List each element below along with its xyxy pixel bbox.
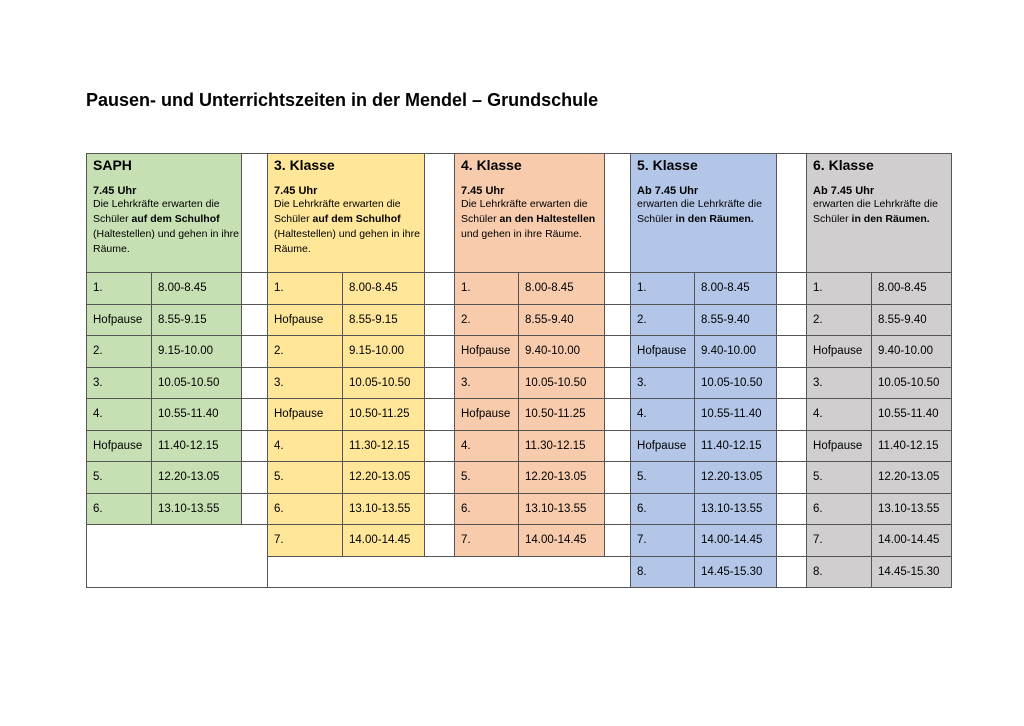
column-gap (777, 154, 807, 273)
period-cell: 1. (455, 273, 519, 305)
period-cell: 6. (807, 493, 872, 525)
column-gap (425, 154, 455, 273)
time-cell: 10.55-11.40 (152, 399, 242, 431)
schedule-table (86, 153, 952, 588)
time-cell: 10.50-11.25 (343, 399, 425, 431)
period-cell: 4. (807, 399, 872, 431)
header-title: 3. Klasse (274, 157, 335, 173)
time-cell: 8.55-9.15 (343, 304, 425, 336)
time-cell: 10.50-11.25 (519, 399, 605, 431)
column-gap (605, 399, 631, 431)
period-cell: 2. (631, 304, 695, 336)
period-cell: Hofpause (631, 336, 695, 368)
time-cell: 8.00-8.45 (695, 273, 777, 305)
period-cell: Hofpause (268, 399, 343, 431)
header-description: Die Lehrkräfte erwarten die Schüler an den Haltestellen und gehen in ihre Räume. (461, 198, 596, 240)
header-description: erwarten die Lehrkräfte die Schüler in den Räumen. (813, 198, 938, 225)
column-gap (425, 399, 455, 431)
period-cell: 6. (87, 493, 152, 525)
empty-cell (87, 525, 268, 588)
header-time: 7.45 Uhr (93, 185, 137, 197)
time-cell: 9.15-10.00 (152, 336, 242, 368)
period-cell: 8. (807, 556, 872, 588)
period-cell: Hofpause (87, 304, 152, 336)
header-time: Ab 7.45 Uhr (813, 185, 875, 197)
table-row (87, 462, 952, 494)
time-cell: 13.10-13.55 (519, 493, 605, 525)
page-title: Pausen- und Unterrichtszeiten in der Mendel – Grundschule (86, 90, 599, 110)
period-cell: 3. (455, 367, 519, 399)
column-gap (605, 367, 631, 399)
period-cell: 6. (268, 493, 343, 525)
column-gap (242, 273, 268, 305)
period-cell: 2. (268, 336, 343, 368)
period-cell: Hofpause (807, 336, 872, 368)
time-cell: 14.45-15.30 (872, 556, 952, 588)
column-gap (605, 430, 631, 462)
period-cell: 1. (631, 273, 695, 305)
period-cell: 2. (807, 304, 872, 336)
column-gap (777, 430, 807, 462)
period-cell: 6. (631, 493, 695, 525)
time-cell: 12.20-13.05 (695, 462, 777, 494)
period-cell: 2. (455, 304, 519, 336)
period-cell: 5. (87, 462, 152, 494)
header-klasse-6 (807, 154, 952, 273)
period-cell: 1. (807, 273, 872, 305)
column-gap (777, 367, 807, 399)
period-cell: 5. (268, 462, 343, 494)
time-cell: 13.10-13.55 (152, 493, 242, 525)
time-cell: 12.20-13.05 (152, 462, 242, 494)
column-gap (777, 336, 807, 368)
period-cell: 7. (631, 525, 695, 557)
time-cell: 9.15-10.00 (343, 336, 425, 368)
column-gap (425, 273, 455, 305)
column-gap (777, 273, 807, 305)
period-cell: 5. (455, 462, 519, 494)
header-row (87, 154, 952, 273)
column-gap (242, 493, 268, 525)
period-cell: 3. (268, 367, 343, 399)
period-cell: Hofpause (455, 399, 519, 431)
period-cell: 5. (807, 462, 872, 494)
header-klasse-3 (268, 154, 425, 273)
period-cell: Hofpause (455, 336, 519, 368)
time-cell: 12.20-13.05 (519, 462, 605, 494)
time-cell: 10.05-10.50 (695, 367, 777, 399)
time-cell: 14.00-14.45 (519, 525, 605, 557)
column-gap (425, 525, 455, 557)
header-title: 5. Klasse (637, 157, 698, 173)
table-row (87, 399, 952, 431)
time-cell: 8.55-9.40 (519, 304, 605, 336)
time-cell: 8.00-8.45 (872, 273, 952, 305)
period-cell: 6. (455, 493, 519, 525)
column-gap (605, 525, 631, 557)
time-cell: 10.05-10.50 (519, 367, 605, 399)
period-cell: 1. (268, 273, 343, 305)
header-klasse-4 (455, 154, 605, 273)
column-gap (242, 367, 268, 399)
column-gap (777, 462, 807, 494)
period-cell: 3. (87, 367, 152, 399)
column-gap (425, 336, 455, 368)
time-cell: 11.40-12.15 (152, 430, 242, 462)
time-cell: 8.55-9.40 (695, 304, 777, 336)
time-cell: 10.05-10.50 (152, 367, 242, 399)
period-cell: 4. (455, 430, 519, 462)
header-saph (87, 154, 242, 273)
column-gap (242, 462, 268, 494)
time-cell: 9.40-10.00 (695, 336, 777, 368)
time-cell: 12.20-13.05 (343, 462, 425, 494)
time-cell: 9.40-10.00 (519, 336, 605, 368)
time-cell: 14.00-14.45 (872, 525, 952, 557)
time-cell: 8.00-8.45 (343, 273, 425, 305)
time-cell: 11.30-12.15 (343, 430, 425, 462)
period-cell: 7. (455, 525, 519, 557)
time-cell: 10.05-10.50 (343, 367, 425, 399)
column-gap (425, 367, 455, 399)
column-gap (242, 399, 268, 431)
column-gap (777, 493, 807, 525)
column-gap (425, 430, 455, 462)
period-cell: 3. (807, 367, 872, 399)
time-cell: 10.05-10.50 (872, 367, 952, 399)
time-cell: 8.00-8.45 (519, 273, 605, 305)
time-cell: 12.20-13.05 (872, 462, 952, 494)
time-cell: 13.10-13.55 (343, 493, 425, 525)
column-gap (242, 430, 268, 462)
time-cell: 11.30-12.15 (519, 430, 605, 462)
column-gap (777, 556, 807, 588)
header-description: Die Lehrkräfte erwarten die Schüler auf dem Schulhof (Haltestellen) und gehen in ihre Räume. (93, 198, 239, 255)
table-row (87, 336, 952, 368)
time-cell: 11.40-12.15 (695, 430, 777, 462)
column-gap (425, 304, 455, 336)
column-gap (605, 273, 631, 305)
table-row (87, 304, 952, 336)
column-gap (777, 525, 807, 557)
table-row (87, 525, 952, 557)
header-title: 6. Klasse (813, 157, 874, 173)
header-description: Die Lehrkräfte erwarten die Schüler auf dem Schulhof (Haltestellen) und gehen in ihre Räume. (274, 198, 420, 255)
column-gap (605, 493, 631, 525)
time-cell: 13.10-13.55 (872, 493, 952, 525)
time-cell: 14.00-14.45 (343, 525, 425, 557)
period-cell: 8. (631, 556, 695, 588)
column-gap (242, 336, 268, 368)
empty-cell (268, 556, 631, 588)
period-cell: 3. (631, 367, 695, 399)
period-cell: 4. (268, 430, 343, 462)
time-cell: 8.55-9.40 (872, 304, 952, 336)
table-row (87, 367, 952, 399)
table-row (87, 430, 952, 462)
period-cell: 7. (807, 525, 872, 557)
header-klasse-5 (631, 154, 777, 273)
table-row (87, 493, 952, 525)
time-cell: 13.10-13.55 (695, 493, 777, 525)
column-gap (425, 462, 455, 494)
header-time: 7.45 Uhr (461, 185, 505, 197)
column-gap (605, 336, 631, 368)
period-cell: 7. (268, 525, 343, 557)
time-cell: 9.40-10.00 (872, 336, 952, 368)
time-cell: 14.00-14.45 (695, 525, 777, 557)
period-cell: 1. (87, 273, 152, 305)
time-cell: 10.55-11.40 (695, 399, 777, 431)
column-gap (777, 304, 807, 336)
period-cell: Hofpause (268, 304, 343, 336)
column-gap (605, 304, 631, 336)
column-gap (242, 154, 268, 273)
column-gap (777, 399, 807, 431)
period-cell: Hofpause (631, 430, 695, 462)
header-time: Ab 7.45 Uhr (637, 185, 699, 197)
column-gap (425, 493, 455, 525)
period-cell: 2. (87, 336, 152, 368)
column-gap (242, 304, 268, 336)
time-cell: 8.00-8.45 (152, 273, 242, 305)
header-title: SAPH (93, 157, 132, 173)
time-cell: 14.45-15.30 (695, 556, 777, 588)
header-time: 7.45 Uhr (274, 185, 318, 197)
period-cell: 5. (631, 462, 695, 494)
time-cell: 11.40-12.15 (872, 430, 952, 462)
time-cell: 8.55-9.15 (152, 304, 242, 336)
header-title: 4. Klasse (461, 157, 522, 173)
column-gap (605, 154, 631, 273)
period-cell: Hofpause (807, 430, 872, 462)
period-cell: 4. (631, 399, 695, 431)
column-gap (605, 462, 631, 494)
time-cell: 10.55-11.40 (872, 399, 952, 431)
period-cell: Hofpause (87, 430, 152, 462)
table-row (87, 273, 952, 305)
period-cell: 4. (87, 399, 152, 431)
header-description: erwarten die Lehrkräfte die Schüler in den Räumen. (637, 198, 762, 225)
